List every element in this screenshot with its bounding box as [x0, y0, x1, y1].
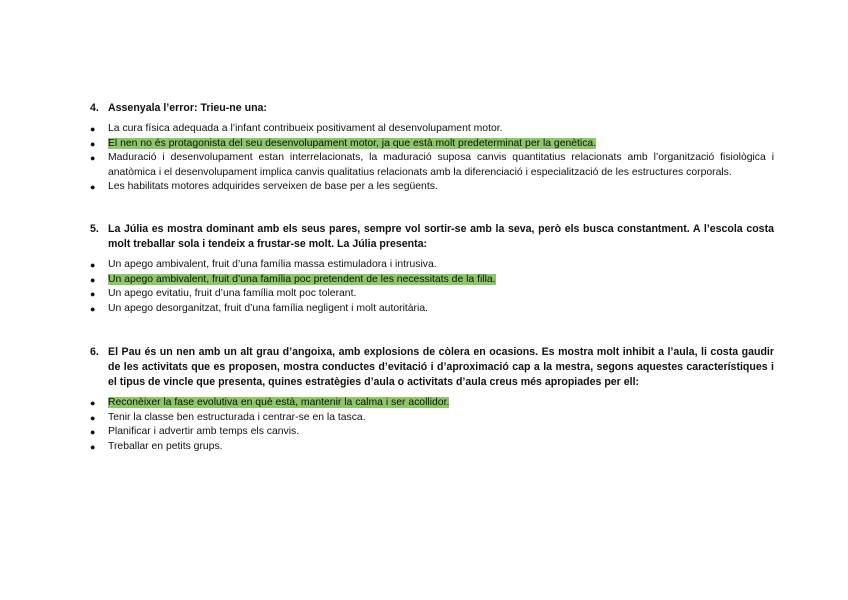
option-text: La cura física adequada a l’infant contribueix positivament al desenvolupament motor.	[108, 123, 503, 134]
option-item[interactable]	[90, 302, 774, 317]
option-item[interactable]	[90, 151, 774, 180]
option-text: Un apego ambivalent, fruit d’una família poc pretendent de les necessitats de la filla.	[108, 273, 496, 285]
option-text: Les habilitats motores adquirides serveixen de base per a les següents.	[108, 181, 438, 193]
bullet-icon: ●	[90, 274, 96, 285]
option-text: Reconèixer la fase evolutiva en què està, mantenir la calma i ser acollidor.	[108, 397, 450, 408]
bullet-icon: ●	[90, 441, 96, 452]
question-heading	[90, 345, 774, 390]
option-item[interactable]	[90, 440, 774, 455]
option-text: Treballar en petits grups.	[108, 440, 223, 452]
bullet-icon: ●	[90, 427, 96, 438]
options-list	[90, 258, 774, 316]
option-item-highlighted[interactable]	[90, 273, 774, 288]
bullet-icon: ●	[90, 138, 96, 149]
option-text: El nen no és protagonista del seu desenvolupament motor, ja que està molt predeterminat per la genètica.	[108, 137, 597, 149]
option-item[interactable]	[90, 180, 774, 195]
question-text: El Pau és un nen amb un alt grau d’angoixa, amb explosions de còlera en ocasions. Es mostra molt inhibit a l’aula, li costa gaudir de les activitats que es proposen, mostra conductes d’evitació i d’aproximació cap a la mestra, segons aquestes característiques i el tipus de vincle que presenta, quines estratègies d’aula o activitats d’aula creus més apropiades per ell:	[108, 346, 774, 388]
question-text: La Júlia es mostra dominant amb els seus pares, sempre vol sortir-se amb la seva, però els busca constantment. A l’escola costa molt treballar sola i tendeix a frustar-se molt. La Júlia presenta:	[108, 223, 774, 250]
option-item[interactable]	[90, 411, 774, 426]
question-number: 6.	[90, 346, 99, 358]
question-4	[90, 101, 774, 195]
question-heading	[90, 222, 774, 252]
question-number: 5.	[90, 223, 99, 235]
bullet-icon: ●	[90, 153, 96, 164]
option-text: Un apego ambivalent, fruit d’una família massa estimuladora i intrusiva.	[108, 259, 437, 270]
question-number: 4.	[90, 102, 99, 114]
bullet-icon: ●	[90, 303, 96, 314]
option-item[interactable]	[90, 425, 774, 440]
bullet-icon: ●	[90, 260, 96, 270]
bullet-icon: ●	[90, 124, 96, 134]
bullet-icon: ●	[90, 412, 96, 423]
option-text: Un apego desorganitzat, fruit d’una família negligent i molt autoritària.	[108, 302, 428, 314]
question-5	[90, 222, 774, 316]
option-item-highlighted[interactable]	[90, 137, 774, 152]
options-list	[90, 122, 774, 195]
option-item[interactable]	[90, 287, 774, 302]
bullet-icon: ●	[90, 398, 96, 408]
option-text: Maduració i desenvolupament estan interrelacionats, la maduració suposa canvis quantitatius relacionats amb l’organització fisiològica i anatòmica i el desenvolupament implica canvis qualitatius relacionats amb la diferenciació i especialització de les estructures corporals.	[108, 152, 774, 178]
option-item[interactable]	[90, 258, 774, 273]
bullet-icon: ●	[90, 289, 96, 300]
question-text: Assenyala l’error: Trieu-ne una:	[108, 102, 267, 114]
question-heading	[90, 101, 774, 116]
question-6	[90, 345, 774, 454]
option-item[interactable]	[90, 122, 774, 137]
options-list	[90, 396, 774, 454]
option-item-highlighted[interactable]	[90, 396, 774, 411]
bullet-icon: ●	[90, 182, 96, 193]
option-text: Tenir la classe ben estructurada i centrar-se en la tasca.	[108, 411, 366, 423]
option-text: Planificar i advertir amb temps els canvis.	[108, 426, 300, 438]
option-text: Un apego evitatiu, fruit d’una família molt poc tolerant.	[108, 288, 357, 300]
